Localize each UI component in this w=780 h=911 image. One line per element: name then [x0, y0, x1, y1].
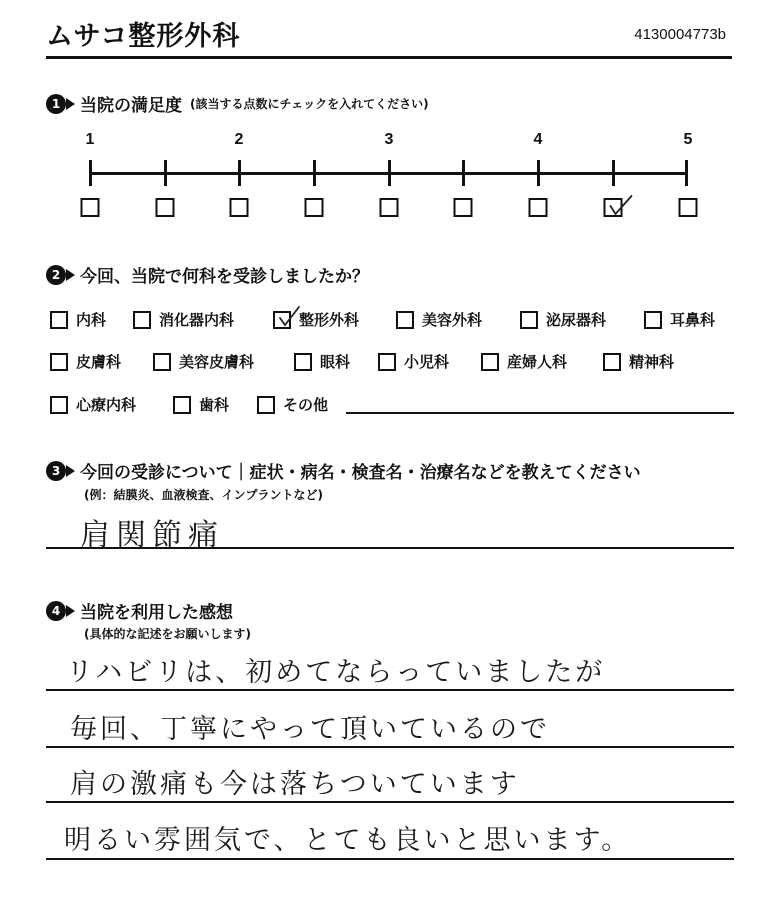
question-1-text: 当院の満足度	[80, 96, 182, 116]
option-hinyoukika[interactable]	[520, 309, 606, 330]
checkbox[interactable]	[644, 311, 662, 329]
question-4-note: (具体的な記述をお願いします)	[84, 627, 251, 641]
question-3-note: (例：結膜炎、血液検査、インプラントなど)	[84, 488, 323, 502]
option-label: 産婦人科	[507, 353, 568, 371]
scale-label-2: 2	[234, 131, 244, 148]
option-label: 消化器内科	[159, 311, 235, 329]
question-2-text: 今回、当院で何科を受診しましたか？	[80, 267, 369, 287]
option-shika[interactable]	[173, 394, 229, 415]
option-ganka[interactable]	[294, 351, 350, 372]
checkbox[interactable]	[294, 353, 312, 371]
document-id: 4130004773b	[634, 26, 726, 43]
checkbox[interactable]	[603, 353, 621, 371]
option-naika[interactable]	[50, 309, 106, 330]
question-4-answer-line-1: リハビリは、初めてならっていましたが	[66, 657, 606, 688]
question-2-badge: 2	[46, 265, 66, 285]
checkbox[interactable]	[133, 311, 151, 329]
option-seikeigeka[interactable]	[273, 309, 359, 330]
option-jibika[interactable]	[644, 309, 715, 330]
scale-checkbox-3-5[interactable]	[454, 198, 473, 217]
answer-line	[46, 689, 734, 691]
scale-checkbox-2-5[interactable]	[305, 198, 324, 217]
option-hifuka[interactable]	[50, 351, 121, 372]
scale-tick	[685, 160, 688, 186]
question-4-answer-line-3: 肩の激痛も今は落ちついています	[70, 769, 520, 800]
option-sanfujinka[interactable]	[481, 351, 567, 372]
scale-label-3: 3	[384, 131, 394, 148]
option-label: 心療内科	[76, 396, 137, 414]
option-label: 美容外科	[422, 311, 483, 329]
question-3-answer: 肩関節痛	[80, 518, 224, 553]
question-3-heading	[46, 458, 641, 483]
question-4-answer-line-4: 明るい雰囲気で、とても良いと思います。	[64, 825, 632, 856]
question-2-heading	[46, 262, 369, 287]
scale-tick	[388, 160, 391, 186]
option-label: 小児科	[404, 353, 450, 371]
option-label: 皮膚科	[76, 353, 122, 371]
checkbox[interactable]	[378, 353, 396, 371]
scale-checkbox-1-5[interactable]	[156, 198, 175, 217]
other-write-in-line[interactable]	[346, 412, 734, 414]
checkbox[interactable]	[257, 396, 275, 414]
question-4-heading	[46, 598, 233, 623]
checkbox[interactable]	[153, 353, 171, 371]
check-mark-icon	[277, 305, 301, 329]
option-label: 眼科	[320, 353, 351, 371]
question-1-note: (該当する点数にチェックを入れてください)	[190, 97, 429, 111]
option-label: 美容皮膚科	[179, 353, 255, 371]
answer-line	[46, 746, 734, 748]
checkbox-checked[interactable]	[273, 311, 291, 329]
scale-label-1: 1	[85, 131, 95, 148]
scale-label-5: 5	[683, 131, 693, 148]
option-shokakinaika[interactable]	[133, 309, 234, 330]
question-3-text: 今回の受診について｜症状・病名・検査名・治療名などを教えてください	[80, 463, 641, 483]
scale-tick	[164, 160, 167, 186]
header-rule	[46, 56, 732, 59]
checkbox[interactable]	[396, 311, 414, 329]
scale-tick	[89, 160, 92, 186]
answer-line	[46, 858, 734, 860]
scale-tick	[238, 160, 241, 186]
scale-tick	[537, 160, 540, 186]
question-4-text: 当院を利用した感想	[80, 603, 233, 623]
option-shonika[interactable]	[378, 351, 449, 372]
scale-label-4: 4	[533, 131, 543, 148]
option-shinryounaika[interactable]	[50, 394, 136, 415]
scale-tick	[313, 160, 316, 186]
option-biyouhifuka[interactable]	[153, 351, 254, 372]
question-4-badge: 4	[46, 601, 66, 621]
scale-checkbox-4[interactable]	[529, 198, 548, 217]
answer-line	[46, 547, 734, 549]
question-1-badge: 1	[46, 94, 66, 114]
scale-checkbox-4-5[interactable]	[604, 198, 623, 217]
option-label: その他	[283, 396, 329, 414]
option-label: 歯科	[199, 396, 230, 414]
question-3-badge: 3	[46, 461, 66, 481]
question-4-answer-line-2: 毎回、丁寧にやって頂いているので	[70, 714, 550, 745]
scale-checkbox-1[interactable]	[81, 198, 100, 217]
checkbox[interactable]	[481, 353, 499, 371]
answer-line	[46, 801, 734, 803]
option-label: 耳鼻科	[670, 311, 716, 329]
option-biyougeka[interactable]	[396, 309, 482, 330]
option-seishinka[interactable]	[603, 351, 674, 372]
question-1-heading	[46, 91, 429, 116]
option-label: 精神科	[629, 353, 675, 371]
scale-tick	[462, 160, 465, 186]
scale-checkbox-5[interactable]	[679, 198, 698, 217]
checkbox[interactable]	[50, 396, 68, 414]
clinic-title: ムサコ整形外科	[46, 21, 241, 52]
checkbox[interactable]	[520, 311, 538, 329]
checkbox[interactable]	[50, 311, 68, 329]
scale-tick	[612, 160, 615, 186]
checkbox[interactable]	[173, 396, 191, 414]
option-sonota[interactable]	[257, 394, 328, 415]
option-label: 整形外科	[299, 311, 360, 329]
scale-checkbox-3[interactable]	[380, 198, 399, 217]
checkbox[interactable]	[50, 353, 68, 371]
option-label: 内科	[76, 311, 107, 329]
scale-checkbox-2[interactable]	[230, 198, 249, 217]
option-label: 泌尿器科	[546, 311, 607, 329]
check-mark-icon	[608, 192, 634, 218]
